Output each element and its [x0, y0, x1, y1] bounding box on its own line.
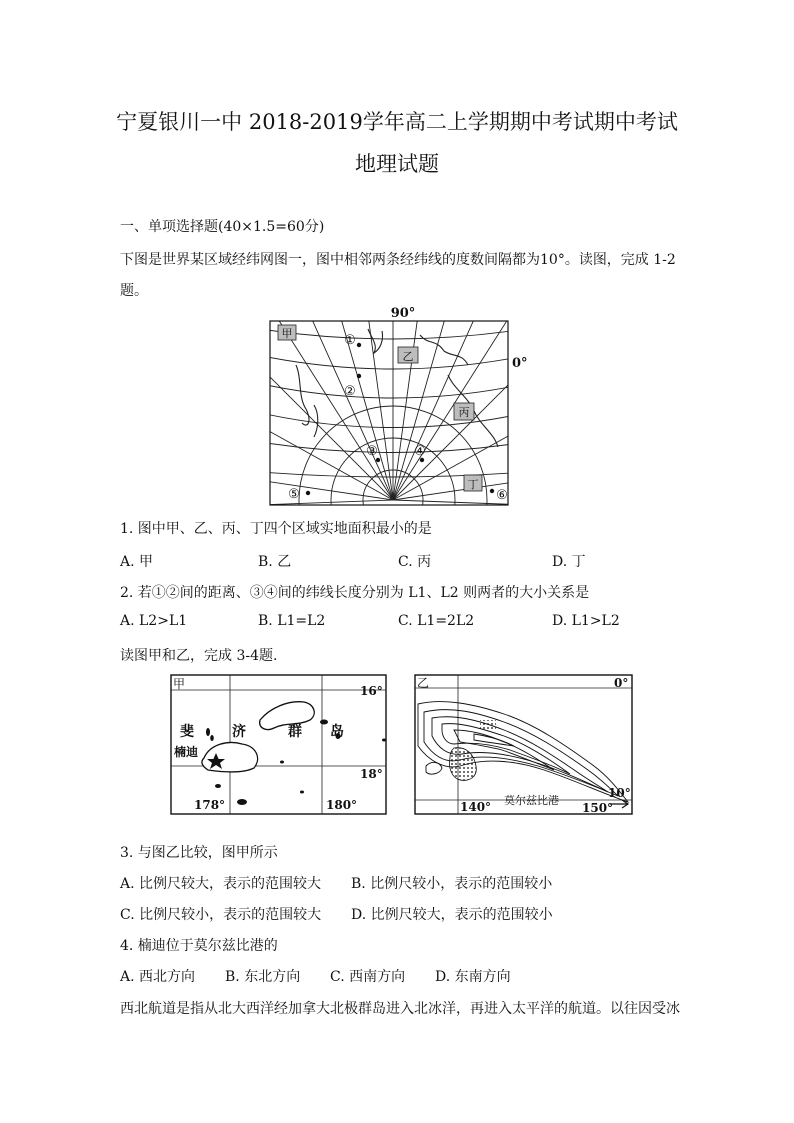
point-6-label: ⑥	[496, 488, 508, 503]
fiji-char-4: 岛	[330, 724, 344, 740]
question-3-stem: 3. 与图乙比较，图甲所示	[120, 845, 278, 861]
nadi-label: 楠迪	[174, 745, 199, 759]
contour-lines	[418, 702, 628, 802]
point-3-label: ③	[366, 444, 378, 459]
q4-option-d: D. 东南方向	[435, 969, 511, 985]
map-b-lon-150: 150°	[582, 801, 614, 815]
point-2-label: ②	[344, 384, 356, 399]
q2-option-b: B. L1=L2	[258, 613, 326, 629]
section-heading: 一、单项选择题(40×1.5=60分)	[120, 219, 325, 235]
intro-1-line-2: 题。	[120, 283, 148, 299]
q3-option-c: C. 比例尺较小，表示的范围较大	[120, 907, 322, 923]
intro-2: 读图甲和乙，完成 3-4题.	[120, 648, 278, 664]
map-a-lon-180: 180°	[326, 798, 358, 812]
intro-1-line-1: 下图是世界某区域经纬网图一，图中相邻两条经纬线的度数间隔都为10°。读图，完成 1-2	[120, 252, 676, 268]
map-b-lat-0: 0°	[614, 676, 629, 690]
fiji-char-3: 群	[288, 724, 302, 740]
q3-option-d: D. 比例尺较大，表示的范围较小	[351, 907, 553, 923]
q4-option-a: A. 西北方向	[120, 969, 196, 985]
q1-option-c: C. 丙	[398, 554, 432, 570]
paper-subtitle: 地理试题	[355, 152, 439, 176]
fiji-map	[170, 674, 388, 816]
meridian-lines	[258, 315, 528, 505]
q2-option-a: A. L2>L1	[120, 613, 188, 629]
region-yi-label: 乙	[402, 350, 414, 363]
port-moresby-label: 莫尔兹比港	[504, 794, 559, 807]
map-b-lat-10: 10°	[608, 786, 631, 800]
large-island-shape	[202, 743, 258, 772]
q1-option-d: D. 丁	[552, 554, 586, 570]
passage-northwest-passage: 西北航道是指从北大西洋经加拿大北极群岛进入北冰洋，再进入太平洋的航道。以往因受冰	[120, 1001, 680, 1017]
map-b-corner-label: 乙	[417, 676, 430, 690]
q1-option-a: A. 甲	[120, 554, 154, 570]
q4-option-b: B. 东北方向	[225, 969, 301, 985]
region-ding-label: 丁	[467, 478, 479, 491]
continent-outlines	[296, 329, 498, 447]
map-a-lon-178: 178°	[194, 798, 226, 812]
question-4-stem: 4. 楠迪位于莫尔兹比港的	[120, 938, 278, 954]
map-a-corner-label: 甲	[173, 677, 186, 691]
lon-0-label: 0°	[512, 356, 528, 371]
q2-option-d: D. L1>L2	[552, 613, 620, 629]
q3-option-b: B. 比例尺较小，表示的范围较小	[351, 876, 553, 892]
lat-90-label: 90°	[390, 306, 416, 321]
paper-title: 宁夏银川一中 2018-2019学年高二上学期期中考试期中考试	[116, 110, 678, 134]
map-b-lon-140: 140°	[460, 800, 492, 814]
northern-island-shape	[260, 702, 315, 730]
map-a-lat-16: 16°	[360, 684, 383, 698]
question-1-stem: 1. 图中甲、乙、丙、丁四个区域实地面积最小的是	[120, 521, 432, 537]
q1-option-b: B. 乙	[258, 554, 292, 570]
fiji-char-2: 济	[232, 724, 246, 740]
q3-option-a: A. 比例尺较大，表示的范围较大	[120, 876, 322, 892]
q4-option-c: C. 西南方向	[330, 969, 406, 985]
png-contour-map	[414, 674, 636, 816]
question-2-stem: 2. 若①②间的距离、③④间的纬线长度分别为 L1、L2 则两者的大小关系是	[120, 585, 590, 601]
map-a-lat-18: 18°	[360, 767, 383, 781]
point-5-label: ⑤	[288, 487, 300, 502]
graticule-map	[268, 305, 528, 505]
region-jia-label: 甲	[281, 327, 293, 340]
point-1-label: ①	[344, 333, 356, 348]
fiji-char-1: 斐	[180, 724, 194, 740]
q2-option-c: C. L1=2L2	[398, 613, 475, 629]
region-bing-label: 丙	[458, 406, 470, 419]
point-4-label: ④	[414, 444, 426, 459]
